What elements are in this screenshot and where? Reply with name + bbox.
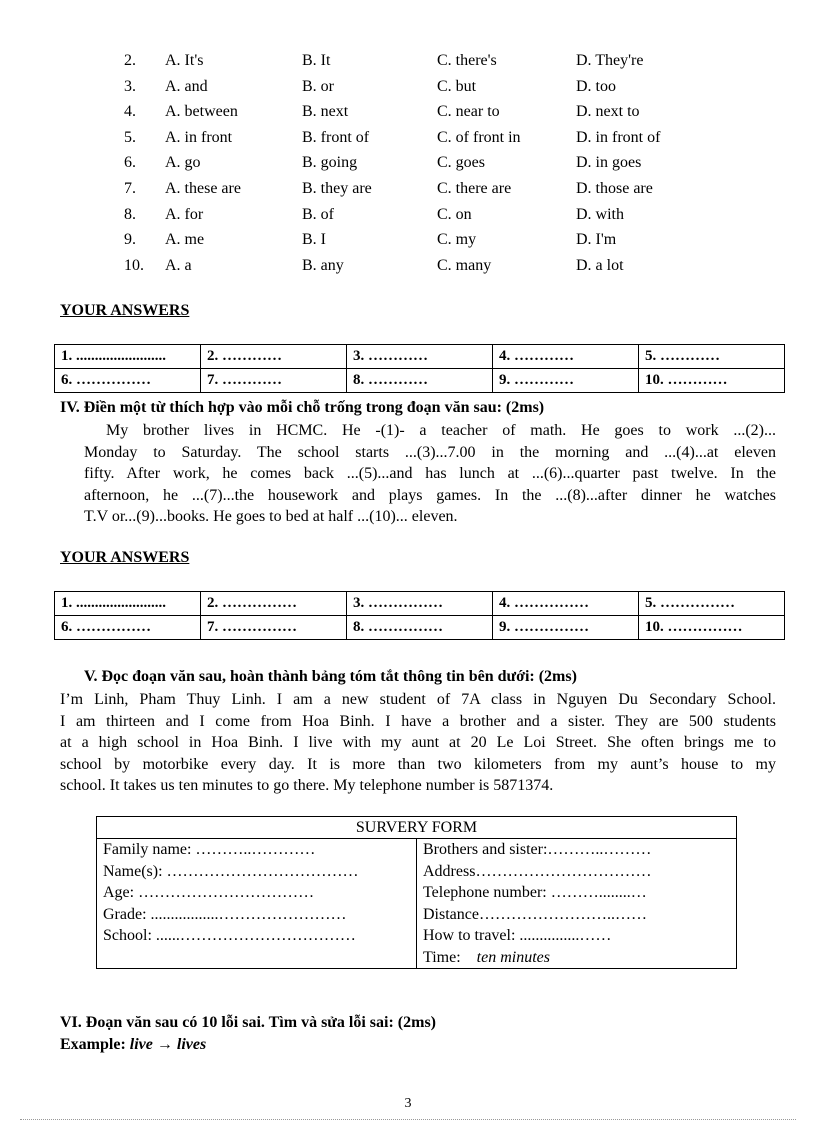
option-c[interactable]: C. but bbox=[437, 77, 477, 95]
paragraph-line: My brother lives in HCMC. He -(1)- a teacher of math. He goes to work ...(2)... bbox=[106, 422, 776, 439]
question-number: 4. bbox=[124, 103, 136, 121]
option-d[interactable]: D. next to bbox=[576, 103, 640, 121]
option-c[interactable]: C. many bbox=[437, 256, 492, 274]
survey-form bbox=[96, 816, 737, 969]
answer-cell[interactable]: 4. ………… bbox=[493, 345, 639, 369]
paragraph-line: T.V or...(9)...books. He goes to bed at half ...(10)... eleven. bbox=[84, 508, 458, 525]
answer-cell[interactable]: 9. ………… bbox=[493, 369, 639, 393]
answer-cell[interactable]: 1. ........................ bbox=[55, 345, 201, 369]
option-d[interactable]: D. those are bbox=[576, 179, 653, 197]
paragraph-line: fifty. After work, he comes back ...(5)...and has lunch at ...(6)...quarter past twelve. In the bbox=[84, 465, 776, 482]
example-line bbox=[60, 1036, 206, 1054]
question-row bbox=[0, 253, 816, 279]
time-value: ten minutes bbox=[476, 948, 550, 966]
option-c[interactable]: C. there's bbox=[437, 52, 497, 69]
paragraph-line: at a high school in Hoa Binh. I live with my aunt at 20 Le Loi Street. She often brings me to bbox=[60, 734, 776, 751]
survey-form-right bbox=[417, 839, 737, 969]
form-field-grade[interactable]: Grade: .................…………………… bbox=[103, 905, 347, 923]
form-field-family-name[interactable]: Family name: ………..………… bbox=[103, 841, 316, 858]
answer-cell[interactable]: 6. …………… bbox=[55, 369, 201, 393]
form-field-school[interactable]: School: ......…………………………… bbox=[103, 927, 356, 944]
answer-cell[interactable]: 8. …………… bbox=[347, 616, 493, 640]
footer-divider bbox=[20, 1119, 796, 1120]
section-6-title: VI. Đoạn văn sau có 10 lỗi sai. Tìm và sửa lỗi sai: (2ms) bbox=[60, 1014, 437, 1031]
answer-cell[interactable]: 5. …………… bbox=[639, 592, 785, 616]
answer-cell[interactable]: 8. ………… bbox=[347, 369, 493, 393]
your-answers-heading-1: YOUR ANSWERS bbox=[60, 302, 190, 319]
survey-form-title: SURVERY FORM bbox=[97, 817, 737, 839]
paragraph-line: Monday to Saturday. The school starts ...(3)...7.00 in the morning and ...(4)...at eleven bbox=[84, 443, 776, 461]
question-number: 5. bbox=[124, 128, 136, 146]
question-number: 6. bbox=[124, 154, 136, 172]
option-a[interactable]: A. go bbox=[165, 154, 201, 172]
question-row bbox=[0, 99, 816, 125]
option-d[interactable]: D. with bbox=[576, 205, 624, 223]
question-number: 7. bbox=[124, 179, 136, 197]
option-a[interactable]: A. and bbox=[165, 77, 208, 95]
answer-cell[interactable]: 4. …………… bbox=[493, 592, 639, 616]
section-5-title: V. Đọc đoạn văn sau, hoàn thành bảng tóm tắt thông tin bên dưới: (2ms) bbox=[84, 668, 577, 685]
option-b[interactable]: B. or bbox=[302, 77, 334, 95]
multiple-choice-options bbox=[0, 48, 816, 278]
question-row bbox=[0, 48, 816, 74]
option-b[interactable]: B. of bbox=[302, 205, 334, 223]
option-a[interactable]: A. It's bbox=[165, 52, 204, 69]
section-5-paragraph bbox=[60, 689, 776, 797]
option-c[interactable]: C. my bbox=[437, 231, 477, 249]
example-correct-word: lives bbox=[176, 1036, 207, 1053]
option-b[interactable]: B. any bbox=[302, 256, 344, 274]
option-d[interactable]: D. too bbox=[576, 77, 616, 95]
option-d[interactable]: D. They're bbox=[576, 52, 644, 69]
paragraph-line: school by motorbike every day. It is more than two kilometers from my aunt’s house to my bbox=[60, 755, 776, 773]
question-row bbox=[0, 150, 816, 176]
question-number: 3. bbox=[124, 77, 136, 95]
option-b[interactable]: B. It bbox=[302, 52, 331, 69]
answer-cell[interactable]: 10. …………… bbox=[639, 616, 785, 640]
question-row bbox=[0, 125, 816, 151]
form-field-time[interactable] bbox=[423, 947, 730, 969]
page-number: 3 bbox=[404, 1096, 412, 1111]
answer-cell[interactable]: 9. …………… bbox=[493, 616, 639, 640]
section-4-paragraph bbox=[84, 420, 776, 528]
option-c[interactable]: C. of front in bbox=[437, 128, 521, 146]
option-c[interactable]: C. near to bbox=[437, 103, 500, 121]
question-number: 9. bbox=[124, 231, 136, 249]
option-b[interactable]: B. they are bbox=[302, 179, 372, 197]
option-a[interactable]: A. for bbox=[165, 205, 204, 223]
form-field-names[interactable]: Name(s): ……………………………… bbox=[103, 862, 359, 880]
option-a[interactable]: A. between bbox=[165, 103, 238, 121]
form-field-age[interactable]: Age: …………………………… bbox=[103, 884, 315, 901]
form-field-telephone[interactable]: Telephone number: ………........… bbox=[423, 884, 647, 901]
option-b[interactable]: B. going bbox=[302, 154, 358, 172]
question-number: 2. bbox=[124, 52, 136, 69]
question-number: 10. bbox=[124, 256, 144, 274]
form-field-distance[interactable]: Distance……………………..…… bbox=[423, 905, 647, 923]
answer-cell[interactable]: 5. ………… bbox=[639, 345, 785, 369]
answer-cell[interactable]: 3. ………… bbox=[347, 345, 493, 369]
answer-cell[interactable]: 1. ........................ bbox=[55, 592, 201, 616]
question-row bbox=[0, 74, 816, 100]
option-d[interactable]: D. in goes bbox=[576, 154, 642, 172]
option-d[interactable]: D. in front of bbox=[576, 128, 661, 146]
option-c[interactable]: C. there are bbox=[437, 179, 512, 197]
answer-cell[interactable]: 10. ………… bbox=[639, 369, 785, 393]
time-label: Time: bbox=[423, 948, 461, 966]
paragraph-line: I’m Linh, Pham Thuy Linh. I am a new student of 7A class in Nguyen Du Secondary School. bbox=[60, 691, 776, 708]
answer-table-1 bbox=[54, 344, 785, 393]
option-d[interactable]: D. a lot bbox=[576, 256, 624, 274]
answer-cell[interactable]: 7. …………… bbox=[201, 616, 347, 640]
question-row bbox=[0, 176, 816, 202]
option-a[interactable]: A. these are bbox=[165, 179, 241, 197]
form-field-how-to-travel[interactable]: How to travel: ...............…… bbox=[423, 927, 612, 944]
section-4-title: IV. Điền một từ thích hợp vào mỗi chỗ trống trong đoạn văn sau: (2ms) bbox=[60, 399, 545, 416]
answer-cell[interactable]: 3. …………… bbox=[347, 592, 493, 616]
paragraph-line: school. It takes us ten minutes to go there. My telephone number is 5871374. bbox=[60, 777, 554, 794]
question-number: 8. bbox=[124, 205, 136, 223]
survey-form-left bbox=[97, 839, 417, 969]
answer-cell[interactable]: 6. …………… bbox=[55, 616, 201, 640]
option-c[interactable]: C. goes bbox=[437, 154, 485, 172]
form-field-address[interactable]: Address…………………………… bbox=[423, 862, 652, 880]
option-b[interactable]: B. front of bbox=[302, 128, 370, 146]
answer-cell[interactable]: 2. ………… bbox=[201, 345, 347, 369]
paragraph-line: afternoon, he ...(7)...the housework and plays games. In the ...(8)...after dinner he watches bbox=[84, 486, 776, 504]
option-b[interactable]: B. I bbox=[302, 231, 326, 249]
question-row bbox=[0, 202, 816, 228]
your-answers-heading-2: YOUR ANSWERS bbox=[60, 549, 190, 566]
answer-cell[interactable]: 7. ………… bbox=[201, 369, 347, 393]
example-label: Example: bbox=[60, 1036, 126, 1053]
answer-table-2 bbox=[54, 591, 785, 640]
option-a[interactable]: A. in front bbox=[165, 128, 233, 146]
form-field-brothers-sister[interactable]: Brothers and sister:………..……… bbox=[423, 841, 652, 858]
answer-cell[interactable]: 2. …………… bbox=[201, 592, 347, 616]
paragraph-line: I am thirteen and I come from Hoa Binh. I have a brother and a sister. They are 500 students bbox=[60, 712, 776, 730]
example-wrong-word: live bbox=[129, 1036, 153, 1053]
option-b[interactable]: B. next bbox=[302, 103, 349, 121]
arrow-icon: → bbox=[156, 1036, 173, 1053]
option-d[interactable]: D. I'm bbox=[576, 231, 617, 249]
option-a[interactable]: A. me bbox=[165, 231, 205, 249]
question-row bbox=[0, 227, 816, 253]
option-c[interactable]: C. on bbox=[437, 205, 472, 223]
option-a[interactable]: A. a bbox=[165, 256, 192, 274]
